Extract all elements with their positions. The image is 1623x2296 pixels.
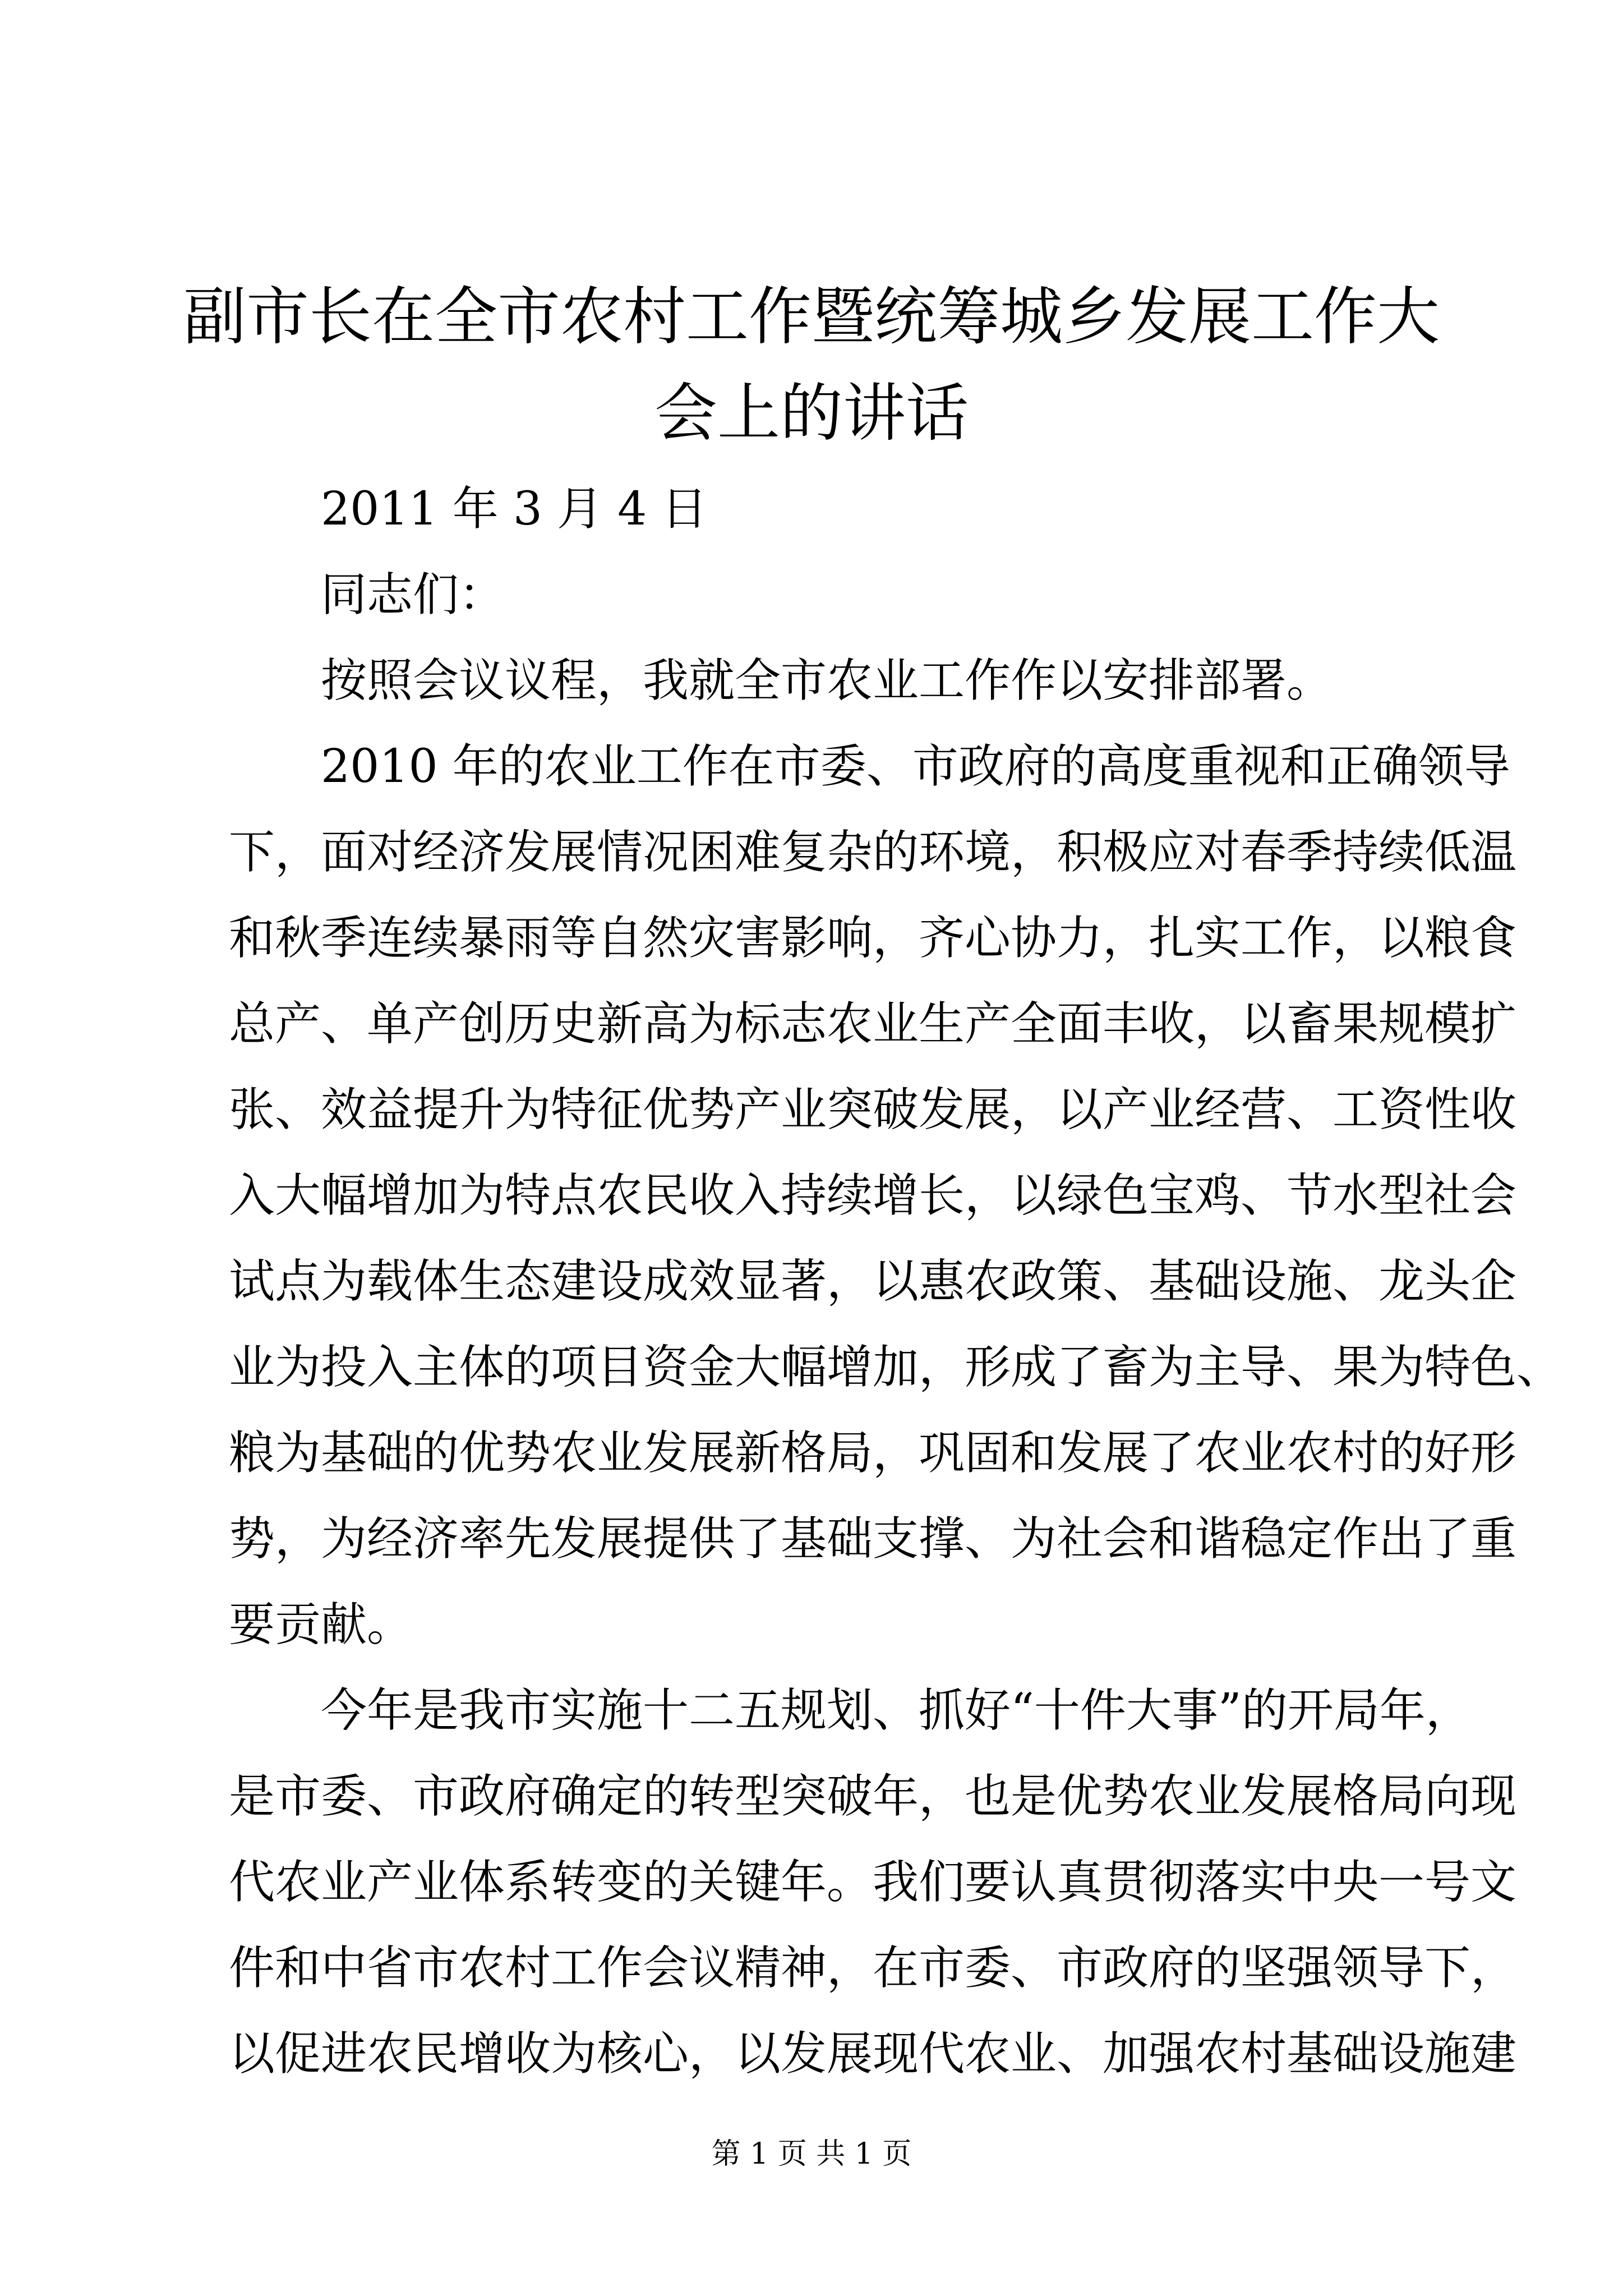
- title-line-1: 副市长在全市农村工作暨统筹城乡发展工作大: [183, 280, 1440, 353]
- text-line: 同志们：: [321, 568, 505, 622]
- text-line: 代农业产业体系转变的关键年。我们要认真贯彻落实中央一号文: [229, 1856, 1517, 1909]
- paragraph: [229, 638, 1427, 724]
- text-line: 入大幅增加为特点农民收入持续增长，以绿色宝鸡、节水型社会: [229, 1169, 1517, 1222]
- text-line: 粮为基础的优势农业发展新格局，巩固和发展了农业农村的好形: [229, 1427, 1517, 1480]
- text-line: 2011 年 3 月 4 日: [321, 482, 708, 536]
- text-line: 件和中省市农村工作会议精神，在市委、市政府的坚强领导下，: [229, 1941, 1517, 1995]
- text-line: 张、效益提升为特征优势产业突破发展，以产业经营、工资性收: [229, 1083, 1517, 1137]
- page-footer: 第 1 页 共 1 页: [711, 2137, 912, 2171]
- text-line: 业为投入主体的项目资金大幅增加，形成了畜为主导、果为特色、: [229, 1341, 1563, 1394]
- paragraph: [229, 466, 1427, 552]
- paragraph: [229, 1668, 1517, 2097]
- title-line-2: 会上的讲话: [654, 377, 969, 450]
- paragraph: [229, 552, 1427, 638]
- text-line: 按照会议议程，我就全市农业工作作以安排部署。: [321, 654, 1333, 707]
- text-line: 2010 年的农业工作在市委、市政府的高度重视和正确领导: [321, 740, 1510, 793]
- text-line: 总产、单产创历史新高为标志农业生产全面丰收，以畜果规模扩: [229, 997, 1517, 1051]
- text-line: 要贡献。: [229, 1598, 413, 1651]
- text-line: 是市委、市政府确定的转型突破年，也是优势农业发展格局向现: [229, 1770, 1517, 1823]
- text-line: 以促进农民增收为核心，以发展现代农业、加强农村基础设施建: [229, 2027, 1517, 2081]
- text-line: 试点为载体生态建设成效显著，以惠农政策、基础设施、龙头企: [229, 1255, 1517, 1308]
- document-title: [168, 269, 1455, 462]
- text-line: 下，面对经济发展情况困难复杂的环境，积极应对春季持续低温: [229, 826, 1517, 879]
- document-body: [229, 466, 1563, 2097]
- paragraph: [229, 724, 1563, 1668]
- text-line: 势，为经济率先发展提供了基础支撑、为社会和谐稳定作出了重: [229, 1512, 1517, 1566]
- text-line: 今年是我市实施十二五规划、抓好“十件大事”的开局年，: [321, 1684, 1472, 1737]
- text-line: 和秋季连续暴雨等自然灾害影响，齐心协力，扎实工作，以粮食: [229, 912, 1517, 965]
